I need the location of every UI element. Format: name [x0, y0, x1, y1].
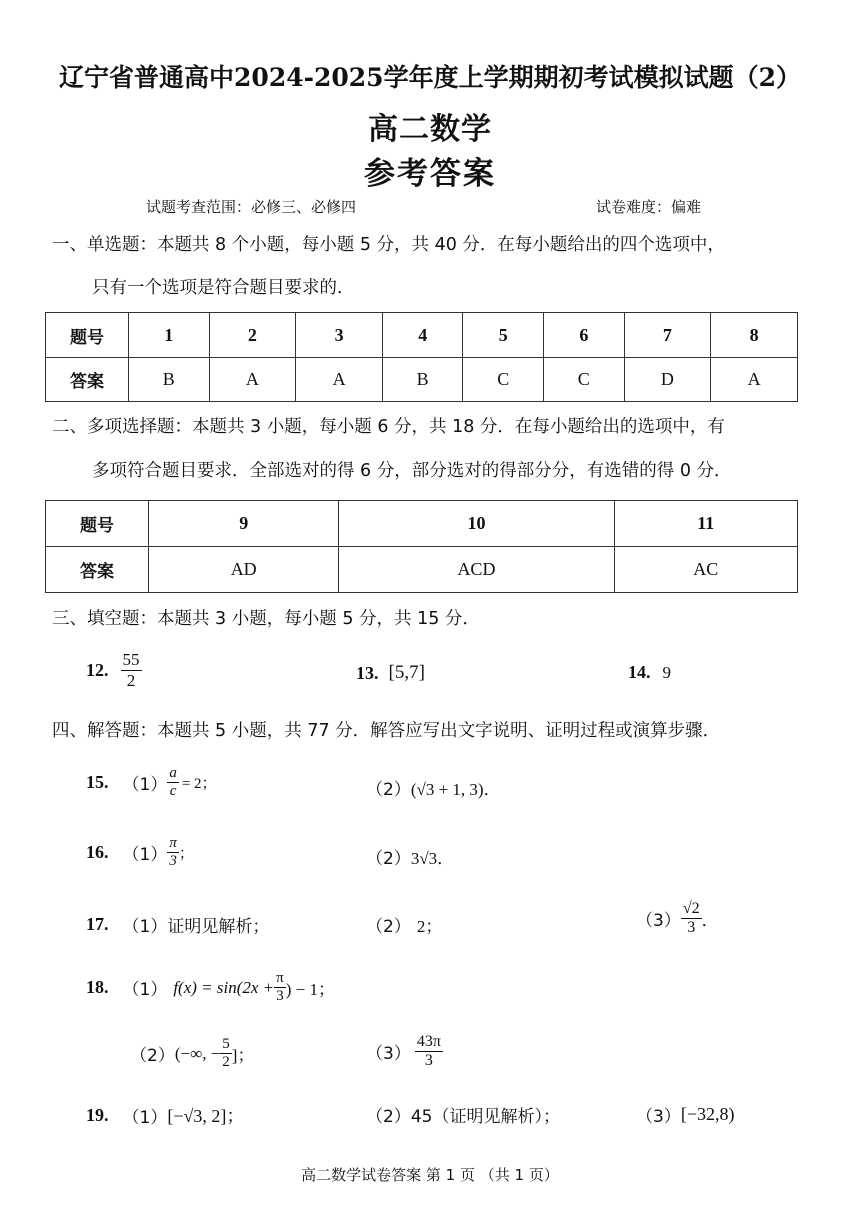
table-header-cell: 题号 — [46, 501, 149, 547]
section2-heading: 二、多项选择题：本题共 3 小题，每小题 6 分，共 18 分．在每小题给出的选项中，有 — [52, 417, 725, 437]
table-cell: 7 — [624, 313, 711, 358]
question-number: 12. — [86, 659, 109, 680]
table-cell: 4 — [382, 313, 463, 358]
numerator: √2 — [681, 900, 702, 919]
answer-value: (√3 + 1, 3)． — [410, 780, 501, 799]
table-cell: D — [624, 358, 711, 402]
section2-heading-cont: 多项符合题目要求．全部选对的得 6 分，部分选对的得部分分，有选错的得 0 分． — [92, 461, 732, 481]
table-cell: AC — [614, 547, 797, 593]
fraction — [121, 650, 142, 690]
table-cell: ACD — [339, 547, 614, 593]
table-cell: 3 — [296, 313, 383, 358]
q14-answer — [628, 662, 671, 683]
fraction — [681, 900, 702, 938]
page-footer: 高二数学试卷答案 第 1 页 （共 1 页） — [301, 1166, 559, 1184]
part-label: （1） — [122, 775, 168, 796]
table-header-cell: 题号 — [46, 313, 129, 358]
question-number: 16. — [86, 842, 109, 863]
table-cell: 10 — [339, 501, 614, 547]
numerator: 43π — [415, 1033, 443, 1052]
table-cell: AD — [149, 547, 339, 593]
question-number: 13. — [356, 662, 379, 683]
q18-answer — [86, 970, 335, 1006]
table-row — [46, 358, 798, 402]
denominator: 3 — [276, 988, 284, 1005]
answer-value: ． — [701, 911, 719, 931]
fraction — [415, 1033, 443, 1071]
question-number: 17. — [86, 914, 109, 934]
table-row — [46, 313, 798, 358]
table-cell: A — [209, 358, 296, 402]
q19-answer — [86, 1102, 244, 1128]
question-number: 19. — [86, 1104, 109, 1125]
part-label: （1） — [122, 917, 168, 937]
q13-answer — [356, 662, 425, 684]
q16-answer — [86, 835, 194, 871]
q16-part2 — [366, 844, 454, 869]
numerator: π — [167, 835, 179, 853]
answer-key-title: 参考答案 — [364, 156, 496, 192]
q17-part2 — [366, 912, 442, 937]
part-label: （2） — [366, 917, 411, 937]
exam-scope: 试题考查范围：必修三、必修四 — [146, 198, 357, 216]
part-label: （3） — [636, 911, 681, 932]
formula-part: f(x) = sin(2x + — [173, 977, 275, 997]
q18-part3 — [366, 1033, 443, 1071]
table-cell: B — [382, 358, 463, 402]
answer-value: 2； — [416, 917, 443, 936]
table-cell: 9 — [149, 501, 339, 547]
question-number: 14. — [628, 662, 651, 682]
table-cell: 11 — [614, 501, 797, 547]
subject-title: 高二数学 — [368, 112, 492, 147]
section1-answer-table — [45, 312, 798, 402]
exam-title: 辽宁省普通高中2024-2025学年度上学期期初考试模拟试题（2） — [59, 63, 801, 92]
table-header-cell: 答案 — [46, 358, 129, 402]
formula-part: ]； — [231, 1046, 255, 1066]
table-header-cell: 答案 — [46, 547, 149, 593]
part-label: （2） — [366, 1107, 411, 1127]
part-label: （1） — [122, 980, 168, 1001]
denominator: 3 — [424, 1052, 433, 1070]
table-cell: 2 — [209, 313, 296, 358]
answer-value: [−32,8) — [680, 1104, 735, 1124]
exam-difficulty: 试卷难度：偏难 — [596, 198, 702, 216]
numerator: a — [167, 765, 179, 783]
table-cell: 6 — [544, 313, 625, 358]
part-label: （3） — [636, 1107, 681, 1127]
q15-part2 — [366, 775, 501, 800]
numerator: π — [274, 970, 286, 988]
table-cell: 5 — [463, 313, 544, 358]
part-label: （1） — [122, 845, 168, 866]
q17-part3 — [636, 900, 719, 938]
q19-part3 — [636, 1102, 734, 1127]
answer-value: 3√3． — [410, 849, 455, 868]
table-cell: B — [129, 358, 210, 402]
question-number: 18. — [86, 977, 109, 998]
fraction — [220, 1036, 232, 1072]
question-number: 15. — [86, 772, 109, 793]
table-cell: 1 — [129, 313, 210, 358]
section4-heading: 四、解答题：本题共 5 小题，共 77 分．解答应写出文字说明、证明过程或演算步骤． — [52, 721, 721, 741]
denominator: 2 — [126, 670, 136, 690]
answer-value: 9 — [662, 662, 671, 682]
fraction — [167, 765, 179, 801]
part-label: （1） — [122, 1107, 168, 1128]
fraction — [167, 835, 179, 871]
table-row — [46, 501, 798, 547]
table-cell: A — [711, 358, 798, 402]
q19-part2 — [366, 1102, 560, 1127]
q17-answer — [86, 912, 269, 937]
answer-value: [5,7] — [388, 662, 425, 683]
formula-part: ) − 1； — [285, 980, 335, 1000]
answer-value: ； — [178, 846, 194, 863]
part-label: （2） — [130, 1046, 175, 1067]
q18-part2 — [130, 1036, 254, 1072]
numerator: 5 — [220, 1036, 232, 1054]
part-label: （2） — [366, 780, 411, 800]
denominator: 2 — [222, 1054, 230, 1071]
table-cell: 8 — [711, 313, 798, 358]
section2-answer-table — [45, 500, 798, 593]
table-cell: C — [463, 358, 544, 402]
answer-value: 证明见解析； — [167, 917, 270, 937]
section1-heading-cont: 只有一个选项是符合题目要求的． — [92, 278, 355, 298]
q15-answer — [86, 765, 217, 801]
table-cell: A — [296, 358, 383, 402]
denominator: c — [169, 783, 177, 800]
section1-heading: 一、单选题：本题共 8 个小题，每小题 5 分，共 40 分．在每小题给出的四个选项中， — [52, 235, 725, 255]
part-label: （2） — [366, 849, 411, 869]
answer-value: [−√3, 2]； — [167, 1106, 245, 1126]
formula-part: (−∞, − — [174, 1043, 221, 1063]
answer-value: = 2； — [181, 776, 217, 793]
table-cell: C — [544, 358, 625, 402]
q12-answer — [86, 650, 142, 690]
fraction — [274, 970, 286, 1006]
answer-value: 45（证明见解析）； — [410, 1107, 560, 1127]
denominator: 3 — [169, 853, 177, 870]
denominator: 3 — [687, 919, 696, 937]
section3-heading: 三、填空题：本题共 3 小题，每小题 5 分，共 15 分． — [52, 609, 480, 629]
part-label: （3） — [366, 1044, 411, 1065]
table-row — [46, 547, 798, 593]
numerator: 55 — [122, 650, 140, 669]
